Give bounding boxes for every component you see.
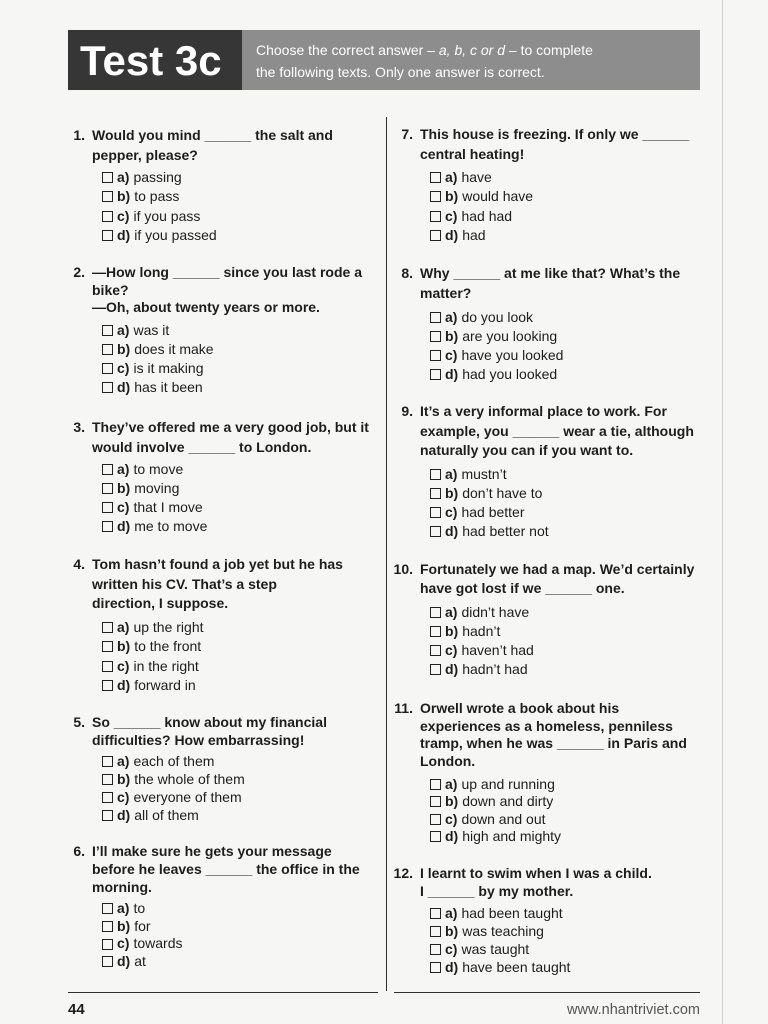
answer-checkbox[interactable] xyxy=(102,172,113,183)
option-letter: a) xyxy=(117,900,130,916)
question-text: It’s a very informal place to work. For example, you ______ wear a tie, although naturally you can if you want to. xyxy=(420,403,694,458)
answer-options xyxy=(102,752,245,824)
answer-checkbox[interactable] xyxy=(430,211,441,222)
answer-checkbox[interactable] xyxy=(102,756,113,767)
option-text: that I move xyxy=(133,499,203,515)
option-text: had better xyxy=(461,504,525,520)
option-letter: c) xyxy=(117,789,130,805)
option-letter: c) xyxy=(445,504,458,520)
option-d xyxy=(102,953,182,971)
answer-checkbox[interactable] xyxy=(102,622,113,633)
option-text: to move xyxy=(133,461,184,477)
option-letter: a) xyxy=(117,619,130,635)
option-d xyxy=(102,517,207,536)
option-b xyxy=(430,622,534,641)
option-text: high and mighty xyxy=(462,827,562,844)
option-a xyxy=(102,460,207,479)
option-text: if you passed xyxy=(134,226,217,243)
option-b xyxy=(430,793,561,810)
question-text: Tom hasn’t found a job yet but he has written his CV. That’s a step direction, I suppose. xyxy=(92,556,343,611)
page-number: 44 xyxy=(68,1001,85,1018)
question-text: I learnt to swim when I was a child. I ______ by my mother. xyxy=(420,865,652,899)
answer-options xyxy=(102,168,217,245)
option-letter: d) xyxy=(117,518,131,534)
question-number: 2. xyxy=(73,264,85,280)
question-number: 1. xyxy=(73,127,85,143)
option-text: in the right xyxy=(133,657,199,674)
option-letter: b) xyxy=(117,480,131,496)
option-letter: b) xyxy=(445,188,459,205)
option-text: up the right xyxy=(133,619,204,635)
option-letter: a) xyxy=(117,461,130,477)
option-letter: c) xyxy=(445,207,458,224)
answer-options xyxy=(430,904,570,976)
option-a xyxy=(102,618,204,637)
option-letter: d) xyxy=(445,523,459,539)
option-letter: c) xyxy=(117,499,130,515)
option-text: was it xyxy=(133,322,170,338)
question-text: Why ______ at me like that? What’s the matter? xyxy=(420,265,681,301)
option-letter: a) xyxy=(117,169,130,185)
answer-checkbox[interactable] xyxy=(102,810,113,821)
answer-checkbox[interactable] xyxy=(102,680,113,691)
answer-checkbox[interactable] xyxy=(102,903,113,914)
option-a xyxy=(102,900,182,918)
answer-checkbox[interactable] xyxy=(430,831,441,842)
answer-checkbox[interactable] xyxy=(102,661,113,672)
answer-checkbox[interactable] xyxy=(102,483,113,494)
answer-checkbox[interactable] xyxy=(102,464,113,475)
option-c xyxy=(102,207,217,226)
option-b xyxy=(102,918,182,936)
option-text: forward in xyxy=(134,676,196,693)
option-a xyxy=(102,321,214,340)
question-text: Fortunately we had a map. We’d certainly have got lost if we ______ one. xyxy=(420,561,695,596)
answer-checkbox[interactable] xyxy=(430,312,441,323)
option-text: have been taught xyxy=(462,959,571,975)
answer-checkbox[interactable] xyxy=(102,191,113,202)
option-letter: b) xyxy=(445,328,459,344)
answer-checkbox[interactable] xyxy=(430,626,441,637)
option-a xyxy=(430,168,533,187)
answer-checkbox[interactable] xyxy=(430,350,441,361)
option-d xyxy=(102,676,204,695)
answer-checkbox[interactable] xyxy=(102,363,113,374)
option-letter: c) xyxy=(117,657,130,674)
option-d xyxy=(102,378,214,397)
option-text: hadn’t xyxy=(462,623,501,639)
option-text: have you looked xyxy=(461,347,564,363)
option-text: would have xyxy=(462,188,534,205)
option-text: have xyxy=(461,169,492,185)
answer-checkbox[interactable] xyxy=(102,956,113,967)
question-number: 4. xyxy=(73,556,85,572)
answer-checkbox[interactable] xyxy=(102,921,113,932)
option-text: all of them xyxy=(134,807,199,823)
option-a xyxy=(430,776,561,793)
option-letter: c) xyxy=(117,935,130,952)
option-text: at xyxy=(134,953,146,970)
option-letter: d) xyxy=(445,661,459,677)
answer-options xyxy=(102,618,204,695)
option-letter: b) xyxy=(117,638,131,655)
option-letter: b) xyxy=(445,485,459,501)
answer-options xyxy=(430,308,563,384)
option-text: to the front xyxy=(134,638,202,655)
option-text: does it make xyxy=(134,341,214,357)
option-text: up and running xyxy=(461,776,555,792)
option-letter: d) xyxy=(445,226,459,243)
option-text: was teaching xyxy=(462,923,544,939)
instruction-text: Choose the correct answer – xyxy=(256,42,439,58)
option-text: has it been xyxy=(134,379,203,395)
option-letter: b) xyxy=(445,623,459,639)
option-a xyxy=(430,465,549,484)
option-letter: c) xyxy=(117,207,130,224)
answer-checkbox[interactable] xyxy=(430,369,441,380)
option-letter: a) xyxy=(117,322,130,338)
option-letter: d) xyxy=(117,379,131,395)
option-letter: b) xyxy=(117,188,131,205)
question-text: Would you mind ______ the salt and pepper, please? xyxy=(92,127,333,163)
answer-checkbox[interactable] xyxy=(430,607,441,618)
option-b xyxy=(102,770,245,788)
option-c xyxy=(102,359,214,378)
answer-checkbox[interactable] xyxy=(102,382,113,393)
option-text: for xyxy=(134,917,151,934)
option-b xyxy=(102,187,217,206)
question-number: 7. xyxy=(401,126,413,142)
answer-checkbox[interactable] xyxy=(430,779,441,790)
option-text: passing xyxy=(133,169,182,185)
option-a xyxy=(102,752,245,770)
answer-checkbox[interactable] xyxy=(430,230,441,241)
option-b xyxy=(430,327,563,346)
option-letter: d) xyxy=(445,827,459,844)
answer-options xyxy=(102,460,207,536)
question-number: 8. xyxy=(401,265,413,281)
option-text: didn’t have xyxy=(461,604,530,620)
question-text: This house is freezing. If only we ______ central heating! xyxy=(420,126,690,162)
option-c xyxy=(102,498,207,517)
question-number: 9. xyxy=(401,403,413,419)
question-text: Orwell wrote a book about his experiences as a homeless, penniless tramp, when he was ______ in Paris and London. xyxy=(420,700,687,770)
question-number: 6. xyxy=(73,843,85,859)
option-letter: b) xyxy=(117,771,131,787)
option-b xyxy=(430,484,549,503)
option-c xyxy=(430,207,533,226)
option-b xyxy=(430,922,570,940)
option-b xyxy=(102,479,207,498)
option-text: are you looking xyxy=(462,328,558,344)
footer-rule-left xyxy=(68,992,378,993)
option-letter: a) xyxy=(117,753,130,769)
option-c xyxy=(102,935,182,953)
option-letter: a) xyxy=(445,169,458,185)
question-number: 10. xyxy=(393,561,413,577)
option-text: down and dirty xyxy=(462,793,554,810)
option-letter: a) xyxy=(445,776,458,792)
option-text: is it making xyxy=(133,360,204,376)
option-letter: c) xyxy=(117,360,130,376)
answer-checkbox[interactable] xyxy=(102,211,113,222)
option-letter: d) xyxy=(445,959,459,975)
answer-checkbox[interactable] xyxy=(430,814,441,825)
answer-options xyxy=(102,321,214,397)
answer-options xyxy=(430,603,534,679)
option-letter: a) xyxy=(445,466,458,482)
answer-checkbox[interactable] xyxy=(430,172,441,183)
answer-checkbox[interactable] xyxy=(430,926,441,937)
option-text: was taught xyxy=(461,941,530,957)
answer-checkbox[interactable] xyxy=(430,191,441,202)
option-letter: a) xyxy=(445,905,458,921)
question-number: 3. xyxy=(73,419,85,435)
option-b xyxy=(102,340,214,359)
answer-checkbox[interactable] xyxy=(102,344,113,355)
option-text: had better not xyxy=(462,523,549,539)
option-text: to xyxy=(133,900,146,916)
option-d xyxy=(430,828,561,845)
question-text: I’ll make sure he gets your message before he leaves ______ the office in the morning. xyxy=(92,843,360,895)
answer-checkbox[interactable] xyxy=(430,645,441,656)
option-text: mustn’t xyxy=(461,466,507,482)
test-title: Test 3c xyxy=(80,37,222,84)
answer-checkbox[interactable] xyxy=(430,469,441,480)
option-a xyxy=(430,308,563,327)
option-c xyxy=(430,641,534,660)
answer-options xyxy=(430,465,549,541)
answer-checkbox[interactable] xyxy=(102,325,113,336)
option-text: everyone of them xyxy=(133,789,242,805)
option-text: haven’t had xyxy=(461,642,534,658)
answer-checkbox[interactable] xyxy=(430,944,441,955)
option-text: down and out xyxy=(461,810,546,827)
option-text: had you looked xyxy=(462,366,558,382)
option-letter: b) xyxy=(445,793,459,810)
question-number: 11. xyxy=(394,700,413,716)
option-text: each of them xyxy=(133,753,215,769)
option-d xyxy=(430,522,549,541)
answer-checkbox[interactable] xyxy=(102,774,113,785)
option-letter: b) xyxy=(117,917,131,934)
option-text: had been taught xyxy=(461,905,563,921)
answer-checkbox[interactable] xyxy=(102,230,113,241)
option-b xyxy=(430,187,533,206)
option-letter: d) xyxy=(445,366,459,382)
option-letter: c) xyxy=(445,810,458,827)
answer-options xyxy=(430,776,561,845)
answer-checkbox[interactable] xyxy=(430,908,441,919)
option-c xyxy=(430,811,561,828)
option-c xyxy=(102,788,245,806)
answer-checkbox[interactable] xyxy=(430,526,441,537)
option-a xyxy=(102,168,217,187)
option-c xyxy=(430,940,570,958)
option-text: had xyxy=(462,226,486,243)
answer-checkbox[interactable] xyxy=(430,664,441,675)
option-letter: a) xyxy=(445,604,458,620)
page-edge-line xyxy=(722,0,723,1024)
option-letter: b) xyxy=(117,341,131,357)
option-text: do you look xyxy=(461,309,534,325)
question-number: 12. xyxy=(393,865,413,881)
instruction-choices: a, b, c or d xyxy=(438,42,506,58)
option-text: moving xyxy=(134,480,180,496)
option-b xyxy=(102,637,204,656)
instructions xyxy=(256,39,593,83)
option-text: to pass xyxy=(134,188,180,205)
option-d xyxy=(430,660,534,679)
option-a xyxy=(430,904,570,922)
option-letter: c) xyxy=(445,347,458,363)
option-text: hadn’t had xyxy=(462,661,528,677)
option-letter: d) xyxy=(117,226,131,243)
option-d xyxy=(102,226,217,245)
option-a xyxy=(430,603,534,622)
column-divider xyxy=(386,117,387,991)
option-letter: d) xyxy=(117,807,131,823)
website-url: www.nhantriviet.com xyxy=(567,1002,700,1018)
option-letter: d) xyxy=(117,676,131,693)
option-letter: c) xyxy=(445,642,458,658)
question-text: So ______ know about my financial difficulties? How embarrassing! xyxy=(92,714,327,748)
instruction-text-end: – to complete the following texts. Only one answer is correct. xyxy=(256,42,593,80)
answer-checkbox[interactable] xyxy=(102,502,113,513)
option-text: the whole of them xyxy=(134,771,245,787)
option-d xyxy=(430,958,570,976)
question-number: 5. xyxy=(73,714,85,730)
answer-checkbox[interactable] xyxy=(102,792,113,803)
answer-checkbox[interactable] xyxy=(430,962,441,973)
option-d xyxy=(430,226,533,245)
answer-checkbox[interactable] xyxy=(102,521,113,532)
answer-checkbox[interactable] xyxy=(102,939,113,950)
option-d xyxy=(430,365,563,384)
option-letter: b) xyxy=(445,923,459,939)
option-text: don’t have to xyxy=(462,485,543,501)
option-c xyxy=(102,657,204,676)
answer-checkbox[interactable] xyxy=(102,641,113,652)
option-text: if you pass xyxy=(133,207,201,224)
option-text: me to move xyxy=(134,518,208,534)
option-c xyxy=(430,346,563,365)
answer-checkbox[interactable] xyxy=(430,488,441,499)
option-d xyxy=(102,806,245,824)
option-letter: c) xyxy=(445,941,458,957)
answer-checkbox[interactable] xyxy=(430,507,441,518)
option-letter: a) xyxy=(445,309,458,325)
option-text: had had xyxy=(461,207,513,224)
answer-options xyxy=(430,168,533,245)
question-text: —How long ______ since you last rode a bike? —Oh, about twenty years or more. xyxy=(92,264,362,315)
answer-checkbox[interactable] xyxy=(430,331,441,342)
answer-options xyxy=(102,900,182,971)
question-text: They’ve offered me a very good job, but it would involve ______ to London. xyxy=(92,419,369,455)
footer-rule-right xyxy=(394,992,700,993)
option-letter: d) xyxy=(117,953,131,970)
answer-checkbox[interactable] xyxy=(430,796,441,807)
option-c xyxy=(430,503,549,522)
option-text: towards xyxy=(133,935,183,952)
